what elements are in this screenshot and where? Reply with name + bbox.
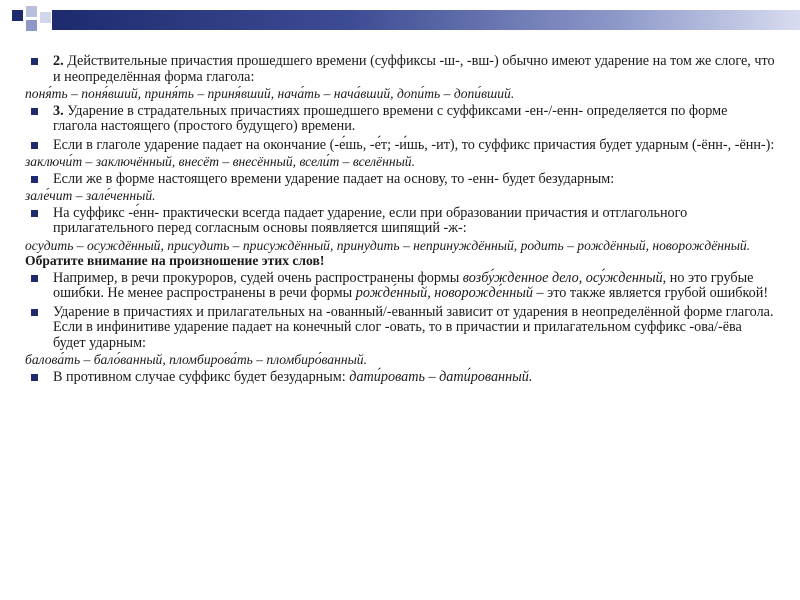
bullet-square-icon (31, 309, 38, 316)
list-item (25, 206, 775, 237)
bullet-square-icon (31, 58, 38, 65)
list-item (25, 54, 775, 85)
bullet-square-icon (31, 142, 38, 149)
list-item (25, 271, 775, 302)
example-line (25, 238, 775, 269)
item-italic: рожде́нный, новорожде́нный (355, 285, 533, 301)
item-text: В противном случае суффикс будет безударным: (53, 368, 350, 385)
slide-header-decoration (0, 0, 800, 40)
list-item (25, 305, 775, 352)
item-number: 2. (53, 53, 64, 69)
example-line: зале́чит – зале́ченный. (25, 188, 156, 203)
item-text: Если же в форме настоящего времени ударение падает на основу, то -енн- будет безударным: (53, 170, 615, 187)
decor-square (12, 10, 23, 21)
item-italic: дати́ровать – дати́рованный. (349, 368, 533, 385)
item-text: Например, в речи прокуроров, судей очень распространены формы (53, 269, 463, 286)
example-line: поня́ть – поня́вший, приня́ть – приня́вший, нача́ть – нача́вший, допи́ть – допи́вший. (25, 86, 515, 101)
bullet-square-icon (31, 108, 38, 115)
item-text: Если в глаголе ударение падает на окончание (-е́шь, -е́т; -и́шь, -ит), то суффикс причастия будет ударным (-ённ-, -ённ-): (53, 136, 775, 153)
item-text: Ударение в страдательных причастиях прошедшего времени с суффиксами -ен-/-енн- определяется по форме глагола настоящего (простого будущего) времени. (53, 102, 728, 134)
example-text: осудить – осуждённый, присудить – присуждённый, принудить – непринуждённый, родить – рождённый, новорождённый. (25, 237, 751, 253)
example-line: балова́ть – бало́ванный, пломбирова́ть – пломбиро́ванный. (25, 352, 367, 367)
decor-square (26, 6, 37, 17)
list-item (25, 138, 775, 154)
item-text: Действительные причастия прошедшего времени (суффиксы -ш-, -вш-) обычно имеют ударение на том же слоге, что и неопределённая форма глагола: (53, 53, 775, 85)
example-line: заключи́т – заключённый, внесёт – внесённый, всели́т – вселённый. (25, 154, 415, 169)
list-item (25, 172, 775, 188)
list-item (25, 104, 775, 135)
decor-square (26, 20, 37, 31)
item-text: – это также является грубой ошибкой! (532, 285, 769, 301)
slide-content (25, 54, 775, 385)
item-text: Ударение в причастиях и прилагательных на -ованный/-еванный зависит от ударения в неопределённой форме глагола. Если в инфинитиве ударение падает на конечный слог -овать, то в причастии и прилагательном суффикс -ова/-ёва будет ударным: (53, 303, 774, 351)
bullet-square-icon (31, 210, 38, 217)
list-item (25, 370, 775, 386)
header-gradient-bar (52, 10, 800, 30)
item-italic: возбу́жденное дело, осу́жденный (462, 269, 663, 286)
decor-square (40, 12, 51, 23)
item-text: , но это грубые ошибки. Не менее распространены в речи формы (53, 269, 754, 301)
item-number: 3. (53, 102, 64, 119)
item-text: На суффикс -е́нн- практически всегда падает ударение, если при образовании причастия и отглагольного прилагательного перед согласным основы появляется шипящий -ж-: (53, 204, 688, 236)
bullet-square-icon (31, 374, 38, 381)
bullet-square-icon (31, 176, 38, 183)
emphasis-note: Обратите внимание на произношение этих слов! (25, 253, 325, 268)
bullet-square-icon (31, 275, 38, 282)
